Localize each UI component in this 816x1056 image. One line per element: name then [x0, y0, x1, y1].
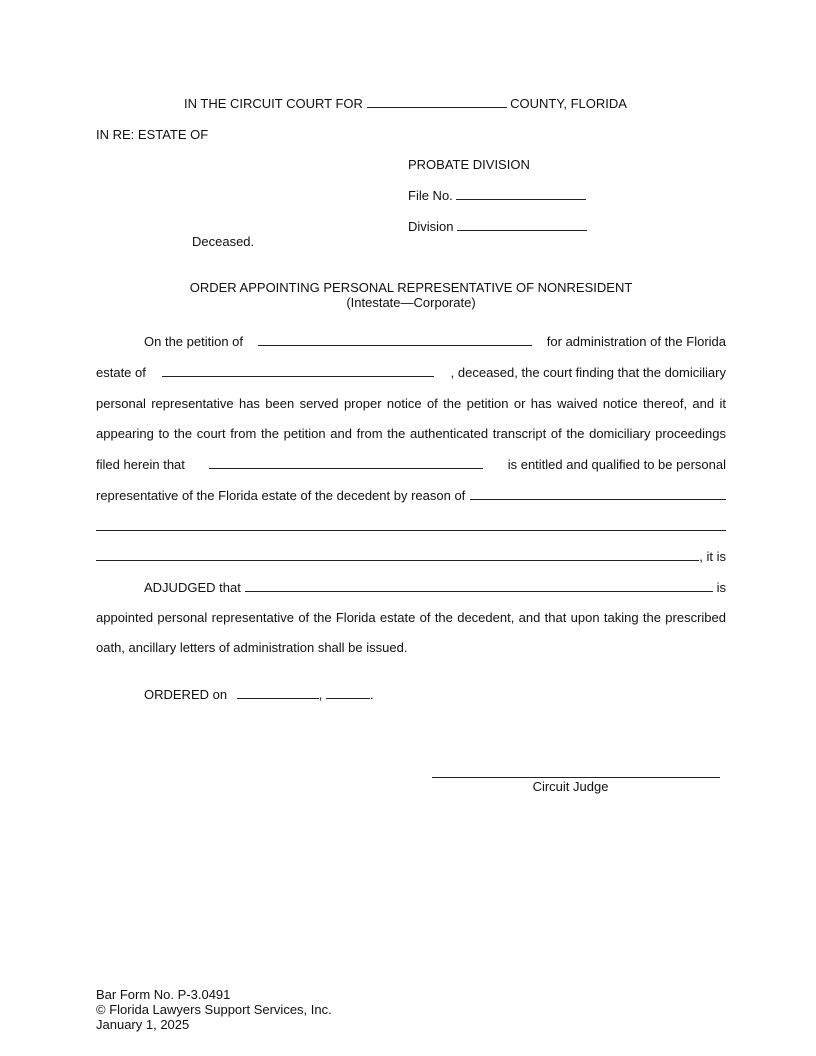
body-line-11: oath, ancillary letters of administration shall be issued. [96, 640, 408, 655]
body-line-8 [96, 549, 726, 565]
body-line-1 [96, 334, 726, 350]
ordered-comma: , [318, 687, 323, 702]
body-line-4: appearing to the court from the petition and from the authenticated transcript of the domiciliary proceedings [96, 426, 726, 441]
division-label: Division [408, 219, 454, 234]
petitioner-blank[interactable] [258, 334, 532, 346]
decedent-blank[interactable] [162, 365, 434, 377]
estate-of-text: estate of [96, 365, 146, 380]
ordered-year-blank[interactable] [326, 687, 370, 699]
court-suffix: COUNTY, FLORIDA [510, 96, 627, 111]
copyright-notice: © Florida Lawyers Support Services, Inc. [96, 1002, 332, 1017]
reason-blank-2[interactable] [96, 519, 726, 531]
court-heading [184, 96, 627, 112]
ordered-label: ORDERED on [144, 687, 228, 702]
it-is-text: , it is [699, 549, 726, 564]
division-blank[interactable] [457, 219, 587, 231]
administration-text: for administration of the Florida [546, 334, 726, 349]
petition-text: On the petition of [144, 334, 244, 349]
file-no-row [408, 188, 586, 204]
reason-text: representative of the Florida estate of the decedent by reason of [96, 488, 466, 503]
filed-herein-text: filed herein that [96, 457, 185, 472]
probate-division-label: PROBATE DIVISION [408, 157, 530, 172]
ordered-row [144, 687, 374, 703]
form-number: Bar Form No. P-3.0491 [96, 987, 231, 1002]
body-line-3: personal representative has been served proper notice of the petition or has waived notice thereof, and it [96, 396, 726, 411]
entitled-text: is entitled and qualified to be personal [507, 457, 726, 472]
ordered-date-blank[interactable] [237, 687, 319, 699]
in-re-label: IN RE: ESTATE OF [96, 127, 209, 142]
body-line-7 [96, 519, 726, 535]
reason-blank[interactable] [470, 488, 726, 500]
is-text: is [716, 580, 726, 595]
body-line-9 [96, 580, 726, 596]
deceased-label: Deceased. [192, 234, 255, 249]
form-date: January 1, 2025 [96, 1017, 190, 1032]
file-no-label: File No. [408, 188, 453, 203]
judge-signature-line[interactable] [432, 777, 720, 778]
reason-blank-3[interactable] [96, 549, 699, 561]
body-line-6 [96, 488, 726, 504]
body-line-5 [96, 457, 726, 473]
county-blank[interactable] [367, 96, 507, 108]
body-line-2 [96, 365, 726, 381]
division-row [408, 219, 587, 235]
file-no-blank[interactable] [456, 188, 586, 200]
circuit-judge-label: Circuit Judge [532, 779, 609, 794]
appointee-blank[interactable] [245, 580, 713, 592]
order-title: ORDER APPOINTING PERSONAL REPRESENTATIVE OF NONRESIDENT [189, 280, 633, 295]
body-line-10: appointed personal representative of the Florida estate of the decedent, and that upon taking the prescribed [96, 610, 726, 625]
order-subtitle: (Intestate—Corporate) [346, 295, 476, 310]
ordered-period: . [369, 687, 374, 702]
court-prefix: IN THE CIRCUIT COURT FOR [184, 96, 363, 111]
adjudged-text: ADJUDGED that [144, 580, 241, 595]
representative-blank[interactable] [209, 457, 483, 469]
deceased-finding-text: , deceased, the court finding that the domiciliary [450, 365, 726, 380]
